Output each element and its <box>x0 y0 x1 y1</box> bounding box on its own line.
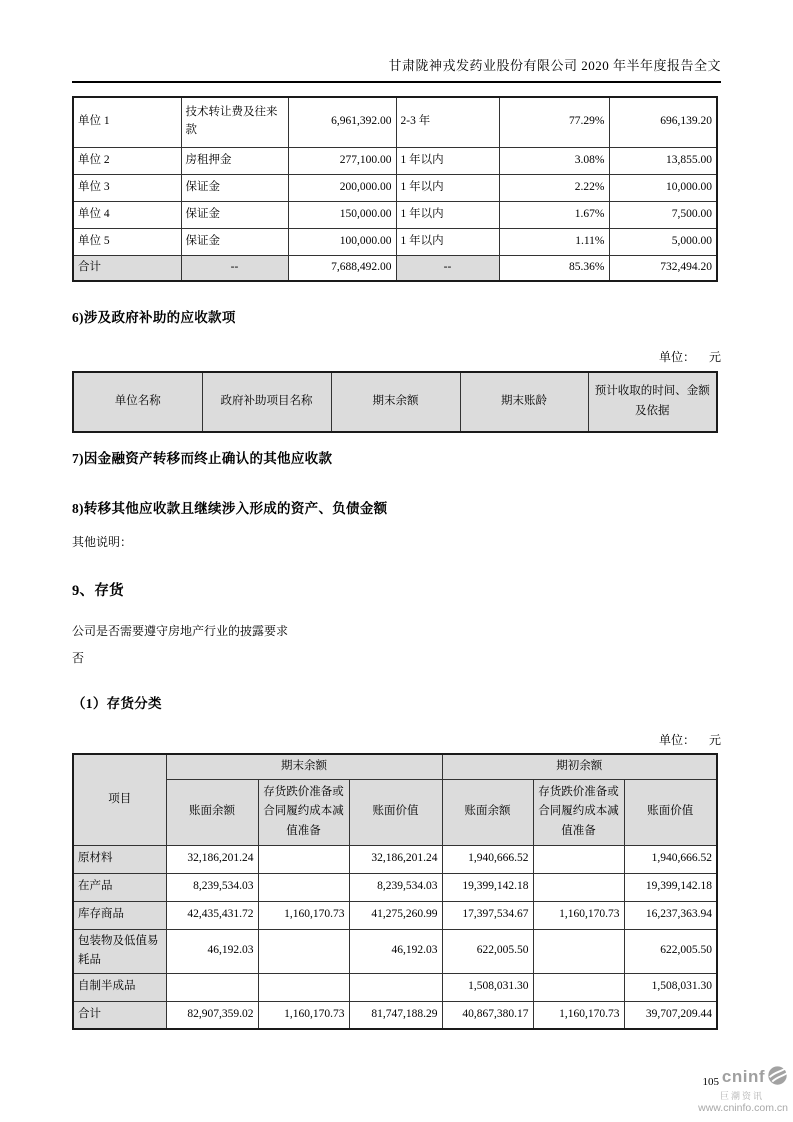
cell-value: 1,160,170.73 <box>258 1001 349 1029</box>
cell-value: 1,508,031.30 <box>624 973 717 1001</box>
cninfo-logo <box>698 1065 788 1115</box>
cell-item: 自制半成品 <box>73 973 166 1001</box>
table-row <box>73 845 717 873</box>
cell-value: 8,239,534.03 <box>349 873 442 901</box>
header-ending-balance: 期末余额 <box>331 372 460 432</box>
table-row <box>73 174 717 201</box>
cell-total-label: 合计 <box>73 255 181 281</box>
cell-value: 1,160,170.73 <box>533 901 624 929</box>
section-9-heading: 9、存货 <box>72 583 124 599</box>
cninfo-logo-url: www.cninfo.com.cn <box>698 1102 788 1115</box>
cninfo-logo-wordmark: cninf <box>721 1067 765 1087</box>
cell-baddebt: 13,855.00 <box>609 147 717 174</box>
cell-value: 42,435,431.72 <box>166 901 258 929</box>
cell-value <box>258 929 349 973</box>
cell-value: 39,707,209.44 <box>624 1001 717 1029</box>
section-9-1-heading: （1）存货分类 <box>72 696 162 711</box>
unit-label-text: 单位： <box>658 733 695 747</box>
other-receivables-top5-table <box>72 96 718 282</box>
cell-value: 1,508,031.30 <box>442 973 533 1001</box>
section-8-heading: 8)转移其他应收款且继续涉入形成的资产、负债金额 <box>72 501 388 516</box>
header-expected-collection: 预计收取的时间、金额及依据 <box>588 372 717 432</box>
cell-item: 库存商品 <box>73 901 166 929</box>
page-content <box>72 0 721 1088</box>
realty-disclosure-question: 公司是否需要遵守房地产行业的披露要求 <box>72 624 289 638</box>
header-ending-balance-group: 期末余额 <box>166 754 442 779</box>
table-row <box>73 97 717 147</box>
cell-amount: 100,000.00 <box>288 228 396 255</box>
table-header-row <box>73 372 717 432</box>
cell-item: 包装物及低值易耗品 <box>73 929 166 973</box>
page-number: 105 <box>702 1076 719 1089</box>
header-subsidy-project: 政府补助项目名称 <box>202 372 331 432</box>
cell-percent: 85.36% <box>499 255 609 281</box>
cell-nature: 保证金 <box>181 228 288 255</box>
cell-amount: 6,961,392.00 <box>288 97 396 147</box>
cell-value: 32,186,201.24 <box>166 845 258 873</box>
table-row <box>73 147 717 174</box>
cell-unit: 单位 2 <box>73 147 181 174</box>
cell-baddebt: 7,500.00 <box>609 201 717 228</box>
cell-percent: 2.22% <box>499 174 609 201</box>
cell-value: 1,160,170.73 <box>258 901 349 929</box>
header-book-value: 账面价值 <box>624 779 717 845</box>
cell-item: 原材料 <box>73 845 166 873</box>
cell-total-label: 合计 <box>73 1001 166 1029</box>
table-row <box>73 929 717 973</box>
unit-label-text: 单位： <box>658 350 695 364</box>
cell-value <box>533 845 624 873</box>
table-total-row <box>73 255 717 281</box>
cell-value <box>533 973 624 1001</box>
inventory-classification-table <box>72 753 718 1030</box>
other-note-label: 其他说明： <box>72 535 133 549</box>
cell-baddebt: 696,139.20 <box>609 97 717 147</box>
cell-aging: 1 年以内 <box>396 228 499 255</box>
cell-value: 82,907,359.02 <box>166 1001 258 1029</box>
table-row <box>73 228 717 255</box>
cell-amount: 7,688,492.00 <box>288 255 396 281</box>
realty-disclosure-answer: 否 <box>72 651 85 665</box>
header-book-balance: 账面余额 <box>166 779 258 845</box>
cell-percent: 1.67% <box>499 201 609 228</box>
cell-aging: 1 年以内 <box>396 147 499 174</box>
cell-value: 1,940,666.52 <box>442 845 533 873</box>
cell-percent: 1.11% <box>499 228 609 255</box>
cell-value: 16,237,363.94 <box>624 901 717 929</box>
cell-unit: 单位 5 <box>73 228 181 255</box>
header-item: 项目 <box>73 754 166 845</box>
document-header-title: 甘肃陇神戎发药业股份有限公司 2020 年半年度报告全文 <box>72 55 721 83</box>
unit-value-text: 元 <box>708 350 721 364</box>
cell-aging: -- <box>396 255 499 281</box>
cninfo-logo-top <box>698 1065 788 1091</box>
header-impairment-provision: 存货跌价准备或合同履约成本减值准备 <box>533 779 624 845</box>
cell-value: 46,192.03 <box>349 929 442 973</box>
cell-amount: 200,000.00 <box>288 174 396 201</box>
cell-value: 1,940,666.52 <box>624 845 717 873</box>
cell-value <box>166 973 258 1001</box>
section-6-heading: 6)涉及政府补助的应收款项 <box>72 310 236 325</box>
unit-label <box>72 731 721 748</box>
cell-nature: 保证金 <box>181 174 288 201</box>
cell-unit: 单位 3 <box>73 174 181 201</box>
table-subheader-row <box>73 779 717 845</box>
cell-nature: -- <box>181 255 288 281</box>
government-subsidy-table <box>72 371 718 433</box>
cell-value <box>349 973 442 1001</box>
cell-value: 19,399,142.18 <box>624 873 717 901</box>
unit-value-text: 元 <box>708 733 721 747</box>
header-book-balance: 账面余额 <box>442 779 533 845</box>
cell-unit: 单位 1 <box>73 97 181 147</box>
cell-unit: 单位 4 <box>73 201 181 228</box>
cell-value: 81,747,188.29 <box>349 1001 442 1029</box>
cell-value: 8,239,534.03 <box>166 873 258 901</box>
cell-percent: 3.08% <box>499 147 609 174</box>
cell-aging: 1 年以内 <box>396 174 499 201</box>
cell-value: 41,275,260.99 <box>349 901 442 929</box>
table-row <box>73 873 717 901</box>
cell-value <box>533 929 624 973</box>
cell-value <box>533 873 624 901</box>
cell-nature: 保证金 <box>181 201 288 228</box>
cninfo-logo-chinese-name: 巨潮资讯 <box>719 1090 764 1101</box>
cell-amount: 150,000.00 <box>288 201 396 228</box>
cell-amount: 277,100.00 <box>288 147 396 174</box>
cell-value: 19,399,142.18 <box>442 873 533 901</box>
cell-aging: 2-3 年 <box>396 97 499 147</box>
cell-nature: 房租押金 <box>181 147 288 174</box>
cell-value: 40,867,380.17 <box>442 1001 533 1029</box>
cell-value: 32,186,201.24 <box>349 845 442 873</box>
cell-item: 在产品 <box>73 873 166 901</box>
table-row <box>73 973 717 1001</box>
header-unit-name: 单位名称 <box>73 372 202 432</box>
cninfo-swirl-icon <box>767 1065 788 1091</box>
cell-value: 46,192.03 <box>166 929 258 973</box>
cell-nature: 技术转让费及往来款 <box>181 97 288 147</box>
table-header-row <box>73 754 717 779</box>
unit-label <box>72 348 721 365</box>
cell-value: 622,005.50 <box>624 929 717 973</box>
header-book-value: 账面价值 <box>349 779 442 845</box>
header-beginning-balance-group: 期初余额 <box>442 754 717 779</box>
section-7-heading: 7)因金融资产转移而终止确认的其他应收款 <box>72 451 333 466</box>
cell-percent: 77.29% <box>499 97 609 147</box>
cell-baddebt: 732,494.20 <box>609 255 717 281</box>
cell-value <box>258 873 349 901</box>
cell-value: 1,160,170.73 <box>533 1001 624 1029</box>
table-row <box>73 901 717 929</box>
cell-value <box>258 973 349 1001</box>
cell-aging: 1 年以内 <box>396 201 499 228</box>
cell-value: 622,005.50 <box>442 929 533 973</box>
cell-value: 17,397,534.67 <box>442 901 533 929</box>
cell-value <box>258 845 349 873</box>
header-impairment-provision: 存货跌价准备或合同履约成本减值准备 <box>258 779 349 845</box>
cell-baddebt: 5,000.00 <box>609 228 717 255</box>
table-total-row <box>73 1001 717 1029</box>
cell-baddebt: 10,000.00 <box>609 174 717 201</box>
table-row <box>73 201 717 228</box>
header-ending-aging: 期末账龄 <box>460 372 588 432</box>
